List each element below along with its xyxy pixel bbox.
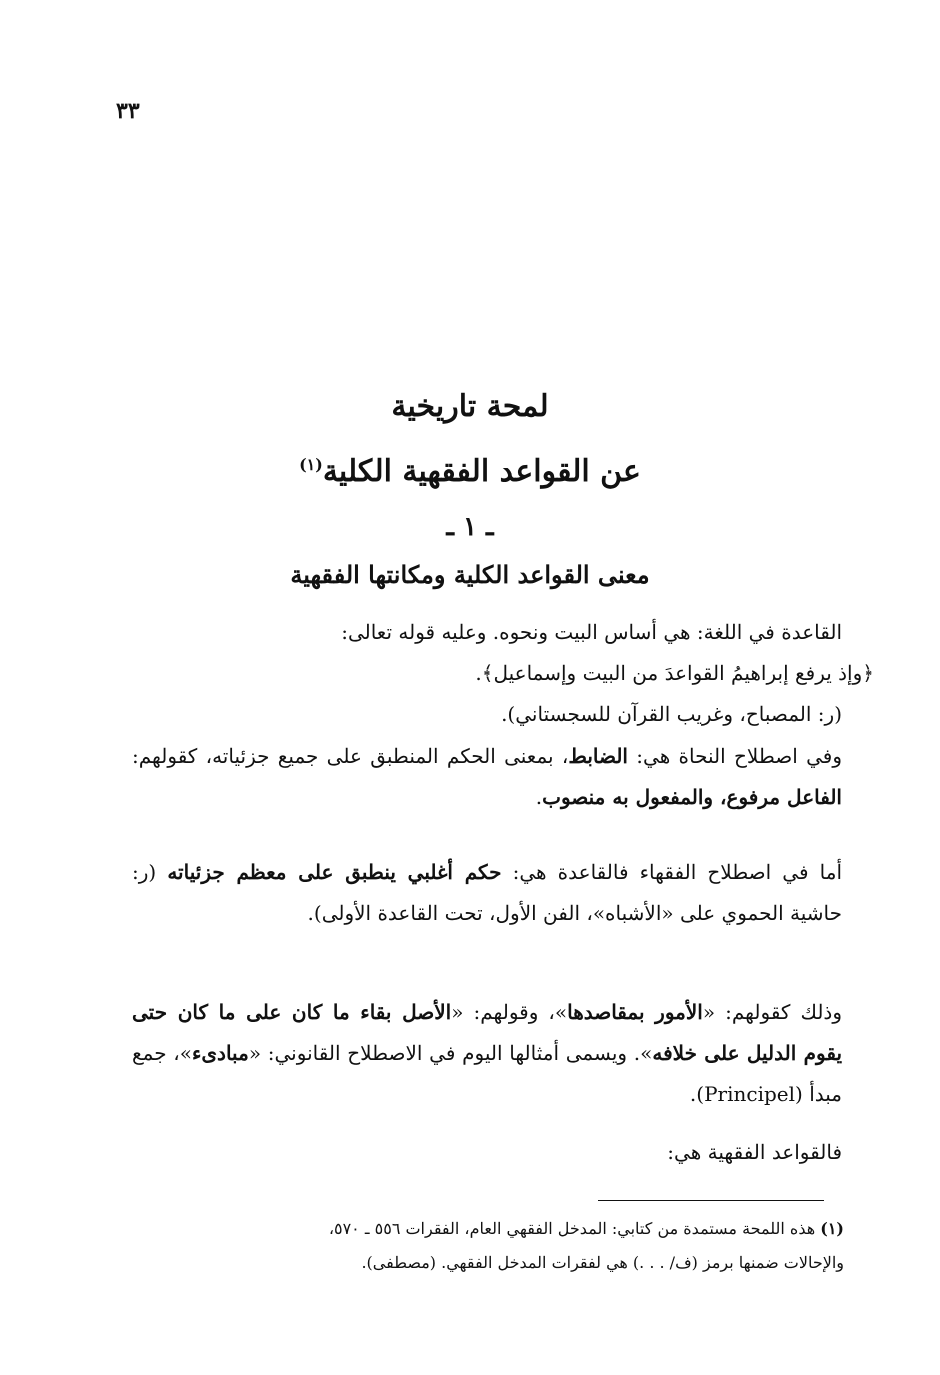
section-number: ـ ١ ـ [446, 512, 494, 542]
reference-citation: (ر: المصباح، وغريب القرآن للسجستاني). [501, 702, 842, 726]
text-segment: وذلك كقولهم: « [702, 1000, 842, 1024]
footnote-line-2: والإحالات ضمنها برمز (ف/ . . .) هي لفقرات المدخل الفقهي. (مصطفى). [361, 1253, 844, 1272]
text-segment: (ر: حاشية الحموي على «الأشباه»، الفن الأول، تحت القاعدة الأولى). [132, 860, 842, 925]
paragraph-lead-in: فالقواعد الفقهية هي: [667, 1140, 842, 1164]
page-number: ٣٣ [116, 98, 140, 124]
bold-example: الفاعل مرفوع، والمفعول به منصوب [542, 785, 842, 809]
chapter-title-line-2 [0, 436, 940, 501]
text-segment: »، وقولهم: « [451, 1000, 568, 1024]
title-footnote-reference[interactable]: (١) [299, 455, 323, 474]
bold-maxim: الأمور بمقاصدها [567, 1000, 703, 1024]
bold-definition: حكم أغلبي ينطبق على معظم جزئياته [167, 860, 502, 884]
text-segment: أما في اصطلاح الفقهاء فالقاعدة هي: [501, 860, 842, 884]
bold-term: مبادىء [192, 1041, 249, 1065]
bold-term: الضابط [568, 744, 628, 768]
text-segment: »، جمع مبدأ (Principel). [132, 1041, 842, 1106]
paragraph-linguistic-definition [132, 612, 874, 735]
paragraph-jurists-definition [132, 852, 874, 934]
text-segment: وفي اصطلاح النحاة هي: [627, 744, 842, 768]
chapter-title-line-1: لمحة تاريخية [391, 389, 549, 424]
paragraph-examples [132, 992, 874, 1115]
section-heading: معنى القواعد الكلية ومكانتها الفقهية [290, 560, 650, 589]
footnote-line-1 [132, 1212, 844, 1246]
footnote-marker: (١) [820, 1219, 844, 1238]
quran-verse: ﴿وإذ يرفع إبراهيمُ القواعدَ من البيت وإسماعيل﴾. [475, 661, 874, 685]
paragraph-grammarians-definition [132, 736, 874, 818]
footnote-text: هذه اللمحة مستمدة من كتابي: المدخل الفقهي العام، الفقرات ٥٥٦ ـ ٥٧٠، [328, 1219, 816, 1238]
paragraph-line: القاعدة في اللغة: هي أساس البيت ونحوه. وعليه قوله تعالى: [341, 620, 842, 644]
text-segment: . [535, 785, 543, 809]
bold-maxim: الأصل بقاء ما كان على ما كان حتى يقوم الدليل على خلافه [132, 1000, 843, 1065]
text-segment: ». ويسمى أمثالها اليوم في الاصطلاح القانوني: « [248, 1041, 653, 1065]
chapter-title-text: عن القواعد الفقهية الكلية [322, 454, 641, 489]
footnote [132, 1212, 844, 1280]
chapter-title [0, 378, 940, 501]
text-segment: ، بمعنى الحكم المنطبق على جميع جزئياته، كقولهم: [132, 744, 569, 768]
footnote-separator [598, 1200, 824, 1201]
